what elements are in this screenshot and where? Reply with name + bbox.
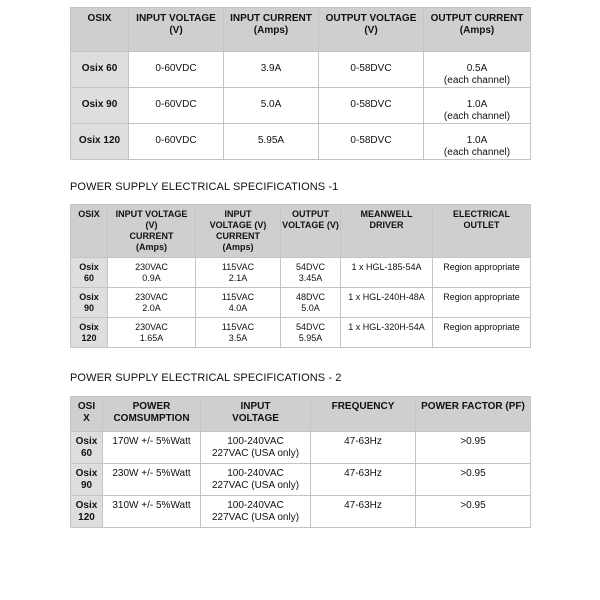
table-cell: 115VAC 2.1A [196,258,281,288]
table-cell: 0-58DVC [319,124,424,160]
row-header: Osix 90 [71,464,103,496]
table-cell: 100-240VAC 227VAC (USA only) [201,464,311,496]
row-header: Osix 120 [71,496,103,528]
col-header: INPUT VOLTAGE (V) [129,8,224,52]
table-cell: 230VAC 1.65A [108,318,196,348]
spec-table-1 [70,7,531,160]
table-cell: 1 x HGL-240H-48A [341,288,433,318]
table-cell: 47-63Hz [311,464,416,496]
table-cell: 230VAC 0.9A [108,258,196,288]
col-header: OSI X [71,397,103,432]
spec-table-3 [70,396,531,528]
table-row [71,432,531,464]
col-header: INPUT VOLTAGE [201,397,311,432]
table-cell: 1 x HGL-185-54A [341,258,433,288]
table-cell: 0-60VDC [129,52,224,88]
table-cell: Region appropriate [433,318,531,348]
table-cell: >0.95 [416,432,531,464]
table-header-row [71,397,531,432]
table-cell: 310W +/- 5%Watt [103,496,201,528]
col-header: OSIX [71,205,108,258]
row-header: Osix 60 [71,52,129,88]
table-row [71,88,531,124]
table-cell: 0-58DVC [319,52,424,88]
table-row [71,52,531,88]
table-cell: Region appropriate [433,288,531,318]
col-header: OSIX [71,8,129,52]
section-caption: POWER SUPPLY ELECTRICAL SPECIFICATIONS - 2 [70,372,342,384]
table-cell: 0.5A (each channel) [424,52,531,88]
table-cell: 1 x HGL-320H-54A [341,318,433,348]
table-cell: 1.0A (each channel) [424,88,531,124]
table-cell: 47-63Hz [311,432,416,464]
table-header-row [71,205,531,258]
col-header: INPUT VOLTAGE (V) CURRENT (Amps) [196,205,281,258]
row-header: Osix 120 [71,124,129,160]
table-cell: 230VAC 2.0A [108,288,196,318]
col-header: OUTPUT CURRENT (Amps) [424,8,531,52]
col-header: FREQUENCY [311,397,416,432]
row-header: Osix 60 [71,258,108,288]
table-cell: 100-240VAC 227VAC (USA only) [201,496,311,528]
table-cell: 47-63Hz [311,496,416,528]
table-row [71,464,531,496]
table-cell: 0-60VDC [129,88,224,124]
col-header: ELECTRICAL OUTLET [433,205,531,258]
table-cell: 100-240VAC 227VAC (USA only) [201,432,311,464]
section-caption: POWER SUPPLY ELECTRICAL SPECIFICATIONS -1 [70,181,339,193]
spec-table-2 [70,204,531,348]
table-cell: 5.95A [224,124,319,160]
table-cell: 1.0A (each channel) [424,124,531,160]
table-cell: 115VAC 4.0A [196,288,281,318]
table-row [71,124,531,160]
table-header-row [71,8,531,52]
table-cell: >0.95 [416,496,531,528]
table-row [71,288,531,318]
table-cell: 0-60VDC [129,124,224,160]
table-cell: 230W +/- 5%Watt [103,464,201,496]
col-header: OUTPUT VOLTAGE (V) [281,205,341,258]
table-cell: Region appropriate [433,258,531,288]
col-header: MEANWELL DRIVER [341,205,433,258]
table-cell: 54DVC 5.95A [281,318,341,348]
col-header: POWER FACTOR (PF) [416,397,531,432]
table-row [71,318,531,348]
row-header: Osix 90 [71,88,129,124]
table-cell: 54DVC 3.45A [281,258,341,288]
table-cell: >0.95 [416,464,531,496]
table-cell: 115VAC 3.5A [196,318,281,348]
col-header: OUTPUT VOLTAGE (V) [319,8,424,52]
col-header: INPUT CURRENT (Amps) [224,8,319,52]
table-cell: 170W +/- 5%Watt [103,432,201,464]
row-header: Osix 90 [71,288,108,318]
row-header: Osix 60 [71,432,103,464]
table-cell: 0-58DVC [319,88,424,124]
col-header: POWER COMSUMPTION [103,397,201,432]
table-cell: 3.9A [224,52,319,88]
table-row [71,496,531,528]
table-row [71,258,531,288]
table-cell: 48DVC 5.0A [281,288,341,318]
table-cell: 5.0A [224,88,319,124]
row-header: Osix 120 [71,318,108,348]
col-header: INPUT VOLTAGE (V) CURRENT (Amps) [108,205,196,258]
